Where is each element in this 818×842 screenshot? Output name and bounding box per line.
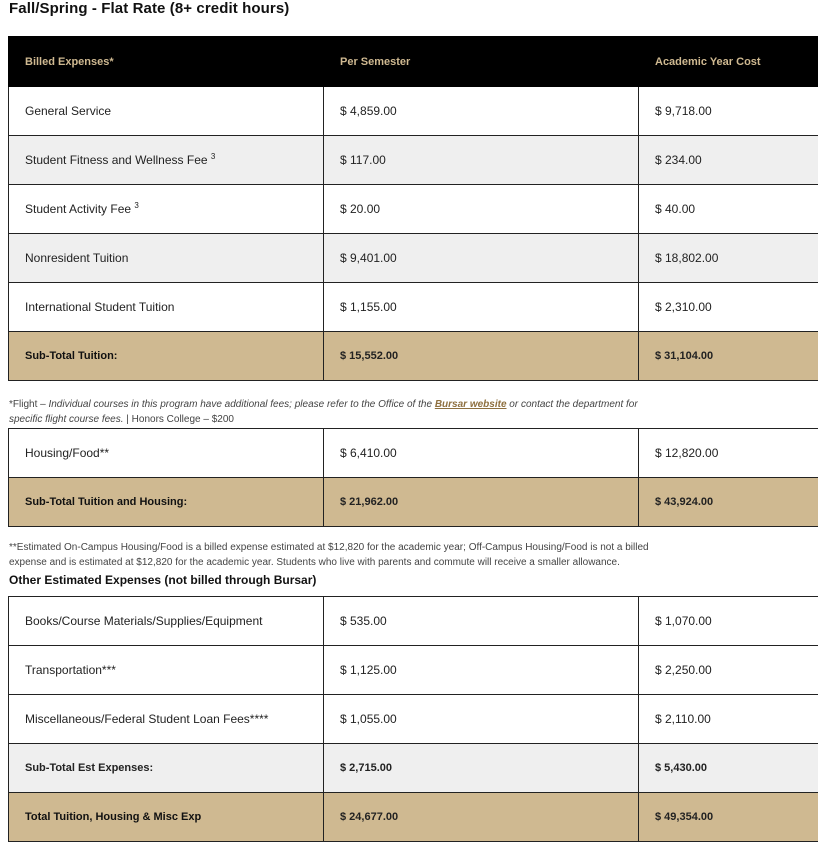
subtotal-label: Sub-Total Est Expenses: bbox=[9, 744, 324, 793]
subtotal-est-expenses-row bbox=[9, 744, 818, 793]
row-year-value: $ 40.00 bbox=[639, 185, 818, 234]
row-label: Books/Course Materials/Supplies/Equipment bbox=[9, 597, 324, 646]
table-row bbox=[9, 283, 818, 332]
table-row bbox=[9, 597, 818, 646]
table-row bbox=[9, 646, 818, 695]
page-title: Fall/Spring - Flat Rate (8+ credit hours) bbox=[9, 0, 289, 17]
header-per-semester: Per Semester bbox=[324, 37, 639, 87]
row-year-value: $ 2,110.00 bbox=[639, 695, 818, 744]
row-year-value: $ 2,250.00 bbox=[639, 646, 818, 695]
row-semester-value: $ 1,155.00 bbox=[324, 283, 639, 332]
subtotal-semester: $ 2,715.00 bbox=[324, 744, 639, 793]
subtotal-tuition-housing-row bbox=[9, 478, 818, 527]
row-label: Miscellaneous/Federal Student Loan Fees**** bbox=[9, 695, 324, 744]
row-label: International Student Tuition bbox=[9, 283, 324, 332]
flight-note: *Flight – Individual courses in this program have additional fees; please refer to the Office of the Bursar website or contact the department for specific flight course fees. | Honors College – $200 bbox=[9, 397, 669, 427]
row-year-value: $ 1,070.00 bbox=[639, 597, 818, 646]
housing-note: **Estimated On-Campus Housing/Food is a billed expense estimated at $12,820 for the academic year; Off-Campus Housing/Food is not a billed expense and is estimated at $12,820 for the academic year. Students who live with parents and commute will receive a smaller allowance. bbox=[9, 540, 669, 570]
row-label: Student Activity Fee $^3$ bbox=[9, 185, 324, 234]
row-semester-value: $ 6,410.00 bbox=[324, 429, 639, 478]
housing-table bbox=[8, 428, 818, 527]
total-row bbox=[9, 793, 818, 842]
subtotal-semester: $ 15,552.00 bbox=[324, 332, 639, 381]
table-row bbox=[9, 234, 818, 283]
table-row bbox=[9, 136, 818, 185]
header-billed-expenses: Billed Expenses* bbox=[9, 37, 324, 87]
row-year-value: $ 234.00 bbox=[639, 136, 818, 185]
row-label: Nonresident Tuition bbox=[9, 234, 324, 283]
total-label: Total Tuition, Housing & Misc Exp bbox=[9, 793, 324, 842]
row-semester-value: $ 1,055.00 bbox=[324, 695, 639, 744]
table-row bbox=[9, 87, 818, 136]
table-row bbox=[9, 185, 818, 234]
subtotal-year: $ 31,104.00 bbox=[639, 332, 818, 381]
row-semester-value: $ 9,401.00 bbox=[324, 234, 639, 283]
row-semester-value: $ 20.00 bbox=[324, 185, 639, 234]
subtotal-year: $ 43,924.00 bbox=[639, 478, 818, 527]
total-semester: $ 24,677.00 bbox=[324, 793, 639, 842]
row-year-value: $ 9,718.00 bbox=[639, 87, 818, 136]
table-row bbox=[9, 429, 818, 478]
row-year-value: $ 12,820.00 bbox=[639, 429, 818, 478]
row-semester-value: $ 4,859.00 bbox=[324, 87, 639, 136]
subtotal-semester: $ 21,962.00 bbox=[324, 478, 639, 527]
subtotal-label: Sub-Total Tuition and Housing: bbox=[9, 478, 324, 527]
row-semester-value: $ 1,125.00 bbox=[324, 646, 639, 695]
footnote-link[interactable]: 3 bbox=[211, 152, 215, 161]
header-academic-year: Academic Year Cost bbox=[639, 37, 818, 87]
row-label: Transportation*** bbox=[9, 646, 324, 695]
other-expenses-table bbox=[8, 596, 818, 842]
footnote-link[interactable]: 3 bbox=[134, 201, 138, 210]
subtotal-tuition-row bbox=[9, 332, 818, 381]
billed-expenses-table bbox=[8, 36, 818, 381]
row-label: Student Fitness and Wellness Fee $^3$ bbox=[9, 136, 324, 185]
row-label: General Service bbox=[9, 87, 324, 136]
table-row bbox=[9, 695, 818, 744]
subtotal-year: $ 5,430.00 bbox=[639, 744, 818, 793]
row-year-value: $ 2,310.00 bbox=[639, 283, 818, 332]
other-expenses-title: Other Estimated Expenses (not billed through Bursar) bbox=[9, 573, 316, 587]
table-header-row bbox=[9, 37, 818, 87]
bursar-website-link[interactable]: Bursar website bbox=[435, 399, 507, 410]
row-year-value: $ 18,802.00 bbox=[639, 234, 818, 283]
row-semester-value: $ 117.00 bbox=[324, 136, 639, 185]
row-semester-value: $ 535.00 bbox=[324, 597, 639, 646]
total-year: $ 49,354.00 bbox=[639, 793, 818, 842]
subtotal-label: Sub-Total Tuition: bbox=[9, 332, 324, 381]
row-label: Housing/Food** bbox=[9, 429, 324, 478]
